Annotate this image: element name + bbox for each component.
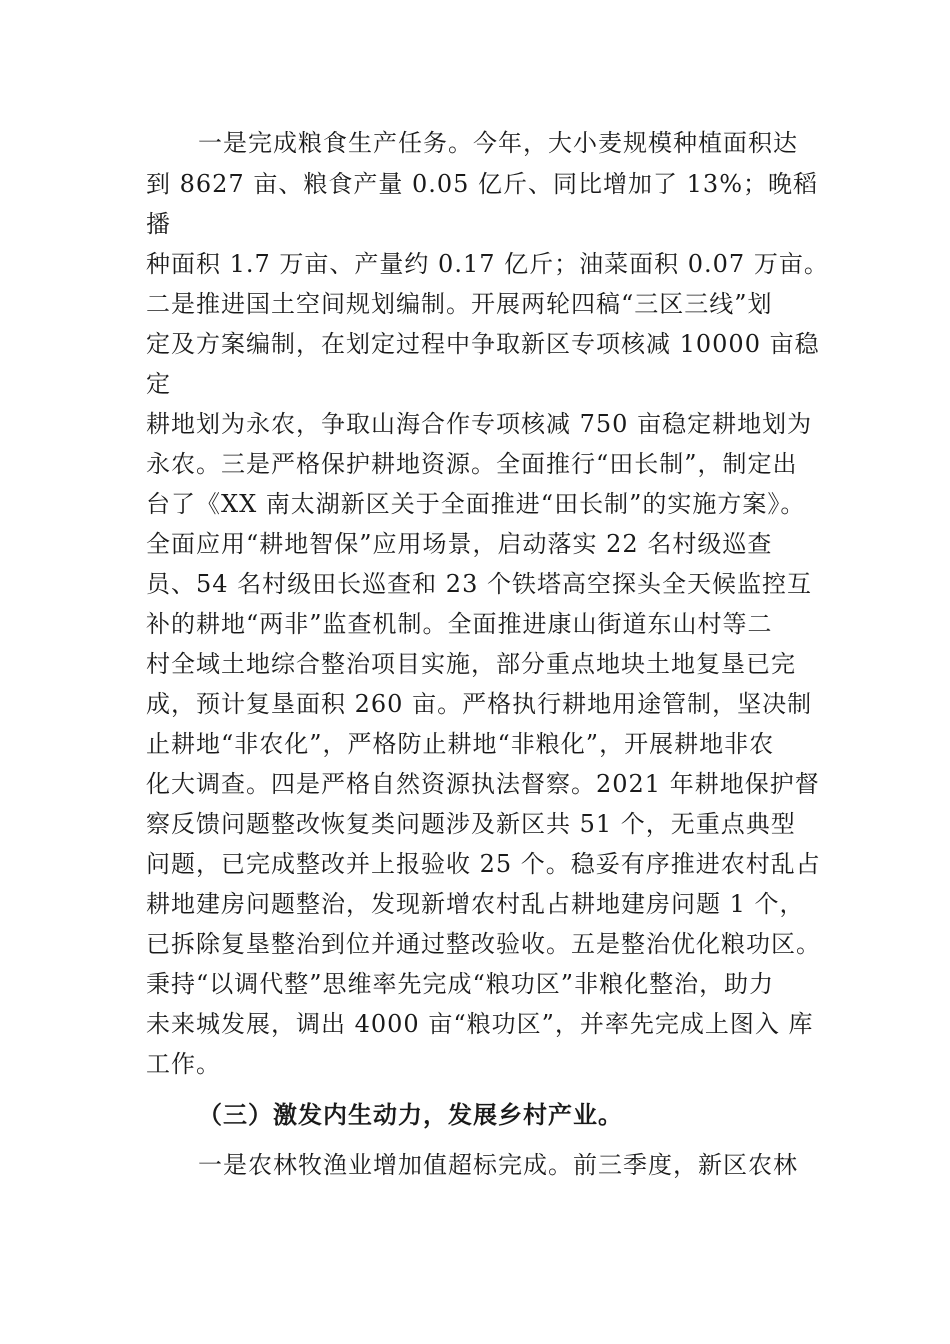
paragraph-line: 员、54 名村级田长巡查和 23 个铁塔高空探头全天候监控互: [146, 570, 812, 598]
paragraph-line: 二是推进国土空间规划编制。开展两轮四稿“三区三线”划: [146, 290, 773, 318]
paragraph-line: 种面积 1.7 万亩、产量约 0.17 亿斤；油菜面积 0.07 万亩。: [146, 250, 829, 278]
paragraph-line: 定: [146, 370, 171, 398]
paragraph-line: 耕地建房问题整治，发现新增农村乱占耕地建房问题 1 个，: [146, 890, 805, 918]
paragraph-line: 已拆除复垦整治到位并通过整改验收。五是整治优化粮功区。: [146, 930, 821, 958]
paragraph-line: 止耕地“非农化”，严格防止耕地“非粮化”，开展耕地非农: [146, 730, 775, 758]
paragraph-line: 一是完成粮食生产任务。今年，大小麦规模种植面积达: [198, 129, 798, 157]
paragraph-line: 成，预计复垦面积 260 亩。严格执行耕地用途管制，坚决制: [146, 690, 813, 718]
paragraph-line: 补的耕地“两非”监查机制。全面推进康山街道东山村等二: [146, 610, 773, 638]
paragraph-line: 察反馈问题整改恢复类问题涉及新区共 51 个，无重点典型: [146, 810, 796, 838]
paragraph-line: 秉持“以调代整”思维率先完成“粮功区”非粮化整治，助力: [146, 970, 775, 998]
paragraph-line: 未来城发展，调出 4000 亩“粮功区”，并率先完成上图入 库: [146, 1010, 814, 1038]
paragraph-line: 一是农林牧渔业增加值超标完成。前三季度，新区农林: [198, 1151, 798, 1179]
section-heading: （三）激发内生动力，发展乡村产业。: [198, 1100, 623, 1129]
paragraph-line: 永农。三是严格保护耕地资源。全面推行“田长制”，制定出: [146, 450, 798, 478]
paragraph-line: 问题，已完成整改并上报验收 25 个。稳妥有序推进农村乱占: [146, 850, 821, 878]
paragraph-line: 村全域土地综合整治项目实施，部分重点地块土地复垦已完: [146, 650, 796, 678]
paragraph-line: 到 8627 亩、粮食产量 0.05 亿斤、同比增加了 13%；晚稻: [146, 170, 819, 198]
paragraph-line: 全面应用“耕地智保”应用场景，启动落实 22 名村级巡查: [146, 530, 773, 558]
paragraph-line: 台了《XX 南太湖新区关于全面推进“田长制”的实施方案》。: [146, 490, 806, 518]
paragraph-line: 耕地划为永农，争取山海合作专项核减 750 亩稳定耕地划为: [146, 410, 813, 438]
paragraph-line: 定及方案编制，在划定过程中争取新区专项核减 10000 亩稳: [146, 330, 820, 358]
paragraph-line: 工作。: [146, 1050, 221, 1078]
paragraph-line: 化大调查。四是严格自然资源执法督察。2021 年耕地保护督: [146, 770, 820, 798]
paragraph-line: 播: [146, 210, 171, 238]
